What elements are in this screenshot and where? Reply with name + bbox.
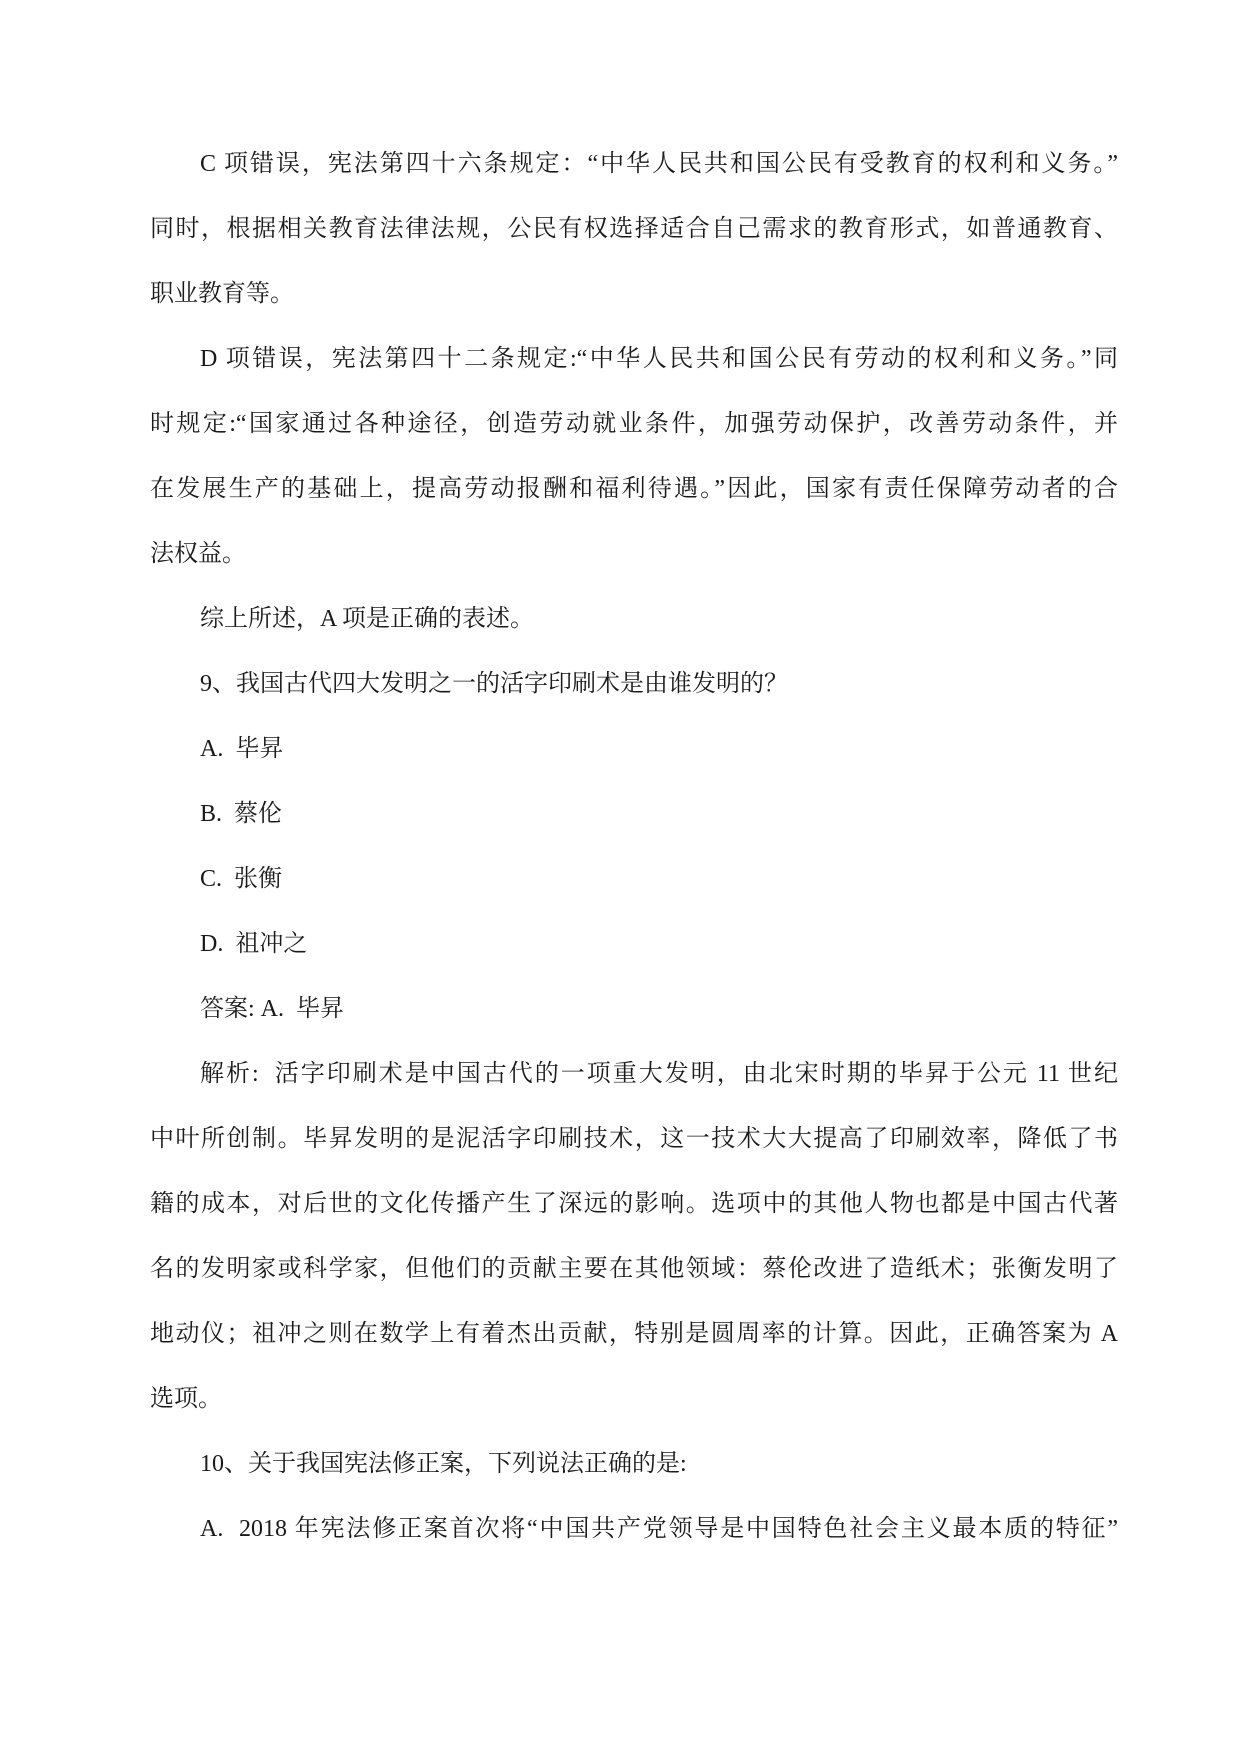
text-line: 籍的成本，对后世的文化传播产生了深远的影响。选项中的其他人物也都是中国古代著: [150, 1191, 1118, 1217]
text-line: 法权益。: [150, 541, 246, 567]
text-line: 职业教育等。: [150, 281, 294, 307]
text-line: D 项错误，宪法第四十二条规定:“中华人民共和国公民有劳动的权利和义务。”同: [200, 346, 1118, 372]
text-line: C 项错误，宪法第四十六条规定：“中华人民共和国公民有受教育的权利和义务。”: [200, 151, 1118, 177]
text-line: 选项。: [150, 1386, 222, 1412]
text-line: 时规定:“国家通过各种途径，创造劳动就业条件，加强劳动保护，改善劳动条件，并: [150, 411, 1118, 437]
text-line: 综上所述，A 项是正确的表述。: [200, 606, 535, 632]
text-line: 同时，根据相关教育法律法规，公民有权选择适合自己需求的教育形式，如普通教育、: [150, 216, 1118, 242]
text-line: 在发展生产的基础上，提高劳动报酬和福利待遇。”因此，国家有责任保障劳动者的合: [150, 476, 1118, 502]
text-line: 中叶所创制。毕昇发明的是泥活字印刷技术，这一技术大大提高了印刷效率，降低了书: [150, 1126, 1118, 1152]
text-line: D. 祖冲之: [200, 931, 308, 957]
text-line: A. 毕昇: [200, 736, 284, 762]
text-line: 9、我国古代四大发明之一的活字印刷术是由谁发明的？: [200, 671, 788, 697]
text-line: 答案: A. 毕昇: [200, 996, 344, 1022]
text-line: 10、关于我国宪法修正案，下列说法正确的是:: [200, 1451, 687, 1477]
document-text-body: [150, 132, 1118, 1562]
text-line: 名的发明家或科学家，但他们的贡献主要在其他领域：蔡伦改进了造纸术；张衡发明了: [150, 1256, 1118, 1282]
text-line: A. 2018 年宪法修正案首次将“中国共产党领导是中国特色社会主义最本质的特征”: [200, 1516, 1118, 1542]
text-line: B. 蔡伦: [200, 801, 283, 827]
text-line: C. 张衡: [200, 866, 283, 892]
text-line: 解析: 活字印刷术是中国古代的一项重大发明，由北宋时期的毕昇于公元 11 世纪: [200, 1061, 1118, 1087]
text-line: 地动仪；祖冲之则在数学上有着杰出贡献，特别是圆周率的计算。因此，正确答案为 A: [150, 1321, 1118, 1347]
